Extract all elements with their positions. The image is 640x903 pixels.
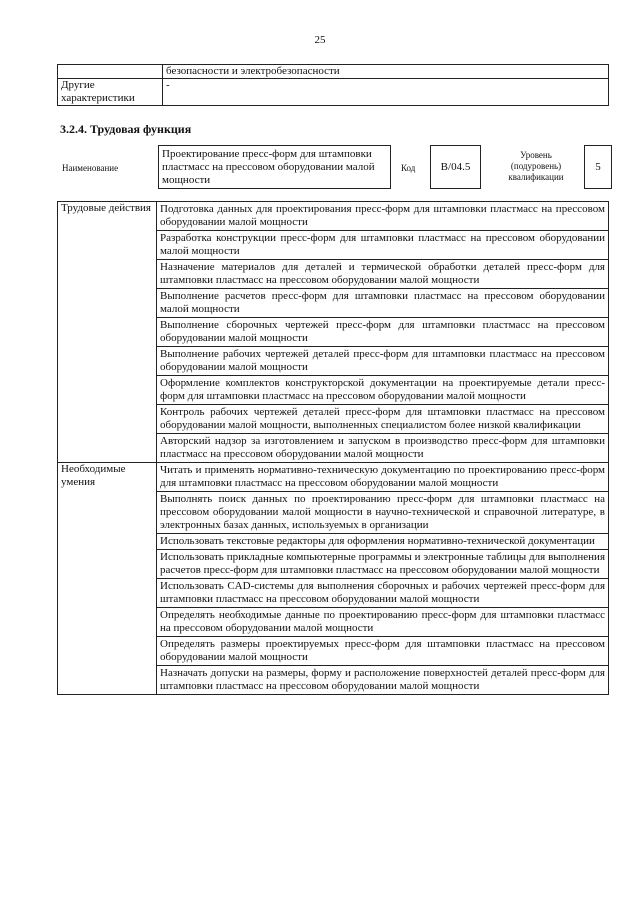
item-cell: Использовать CAD-системы для выполнения сборочных и рабочих чертежей пресс-форм для штамповки пластмасс на прессовом оборудовании малой мощности [157, 579, 609, 608]
name-value: Проектирование пресс-форм для штамповки пластмасс на прессовом оборудовании малой мощности [158, 145, 391, 189]
item-cell: Выполнять поиск данных по проектированию пресс-форм для штамповки пластмасс на прессовом оборудовании малой мощности в научно-технической и справочной литературе, в электронных базах данных, используемых в организации [157, 492, 609, 534]
item-cell: Выполнение рабочих чертежей деталей пресс-форм для штамповки пластмасс на прессовом оборудовании малой мощности [157, 347, 609, 376]
name-label: Наименование [62, 163, 119, 173]
item-cell: Назначать допуски на размеры, форму и расположение поверхностей деталей пресс-форм для штамповки пластмасс на прессовом оборудовании малой мощности [157, 666, 609, 695]
table-row [58, 79, 609, 106]
level-value: 5 [584, 145, 612, 189]
table-row [58, 463, 609, 492]
continuation-table [57, 64, 609, 106]
table-body [58, 202, 609, 695]
item-cell: Определять необходимые данные по проектированию пресс-форм для штамповки пластмасс на прессовом оборудовании малой мощности [157, 608, 609, 637]
item-cell: Выполнение сборочных чертежей пресс-форм для штамповки пластмасс на прессовом оборудовании малой мощности [157, 318, 609, 347]
row-label [58, 65, 163, 79]
section-heading: 3.2.4. Трудовая функция [60, 122, 192, 136]
labor-function-table [57, 201, 609, 695]
row-value: безопасности и электробезопасности [163, 65, 609, 79]
item-cell: Читать и применять нормативно-техническую документацию по проектированию пресс-форм для штамповки пластмасс на прессовом оборудовании малой мощности [157, 463, 609, 492]
item-cell: Использовать текстовые редакторы для оформления нормативно-технической документации [157, 534, 609, 550]
row-label: Другие характеристики [58, 79, 163, 106]
item-cell: Назначение материалов для деталей и термической обработки деталей пресс-форм для штамповки пластмасс на прессовом оборудовании малой мощности [157, 260, 609, 289]
code-label: Код [401, 163, 416, 173]
code-value: В/04.5 [430, 145, 481, 189]
item-cell: Подготовка данных для проектирования пресс-форм для штамповки пластмасс на прессовом оборудовании малой мощности [157, 202, 609, 231]
level-label: Уровень (подуровень) квалификации [508, 150, 564, 182]
table-row [58, 202, 609, 231]
category-cell: Необходимые умения [58, 463, 157, 695]
item-cell: Разработка конструкции пресс-форм для штамповки пластмасс на прессовом оборудовании малой мощности [157, 231, 609, 260]
item-cell: Использовать прикладные компьютерные программы и электронные таблицы для выполнения расчетов пресс-форм для штамповки пластмасс на прессовом оборудовании малой мощности [157, 550, 609, 579]
category-cell: Трудовые действия [58, 202, 157, 463]
row-value: - [163, 79, 609, 106]
item-cell: Авторский надзор за изготовлением и запуском в производство пресс-форм для штамповки пластмасс на прессовом оборудовании малой мощности [157, 434, 609, 463]
item-cell: Контроль рабочих чертежей деталей пресс-форм для штамповки пластмасс на прессовом оборудовании малой мощности, выполненных специалистом более низкой квалификации [157, 405, 609, 434]
item-cell: Оформление комплектов конструкторской документации на проектируемые детали пресс-форм для штамповки пластмасс на прессовом оборудовании малой мощности [157, 376, 609, 405]
item-cell: Выполнение расчетов пресс-форм для штамповки пластмасс на прессовом оборудовании малой мощности [157, 289, 609, 318]
page-number: 25 [314, 34, 326, 46]
item-cell: Определять размеры проектируемых пресс-форм для штамповки пластмасс на прессовом оборудовании малой мощности [157, 637, 609, 666]
table-row [58, 65, 609, 79]
